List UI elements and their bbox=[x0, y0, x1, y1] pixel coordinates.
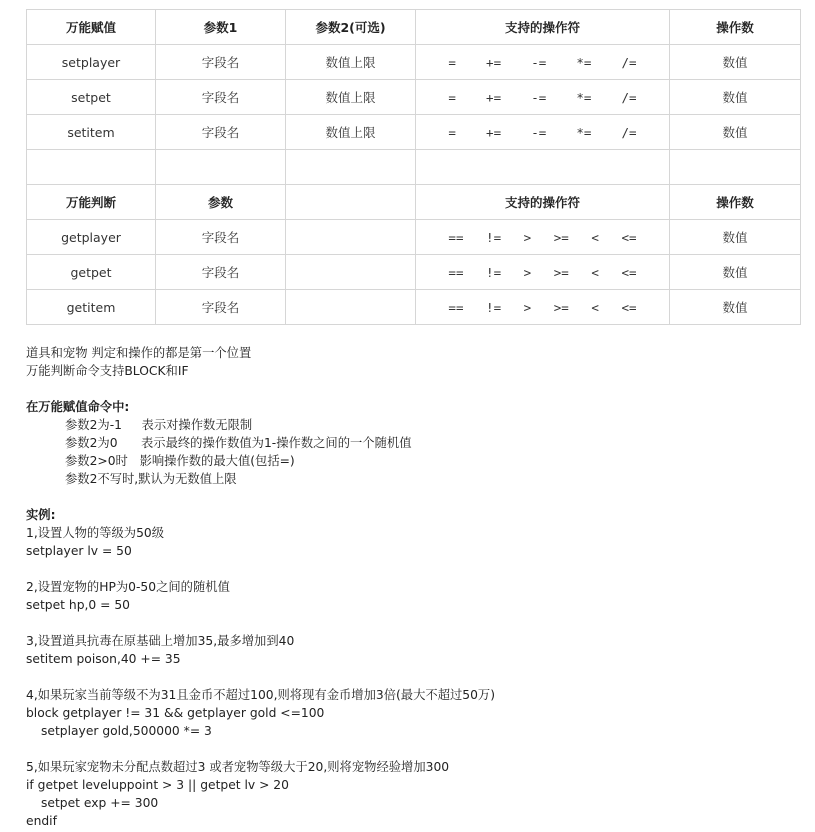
example-code: endif bbox=[26, 814, 57, 828]
param1-cell: 字段名 bbox=[156, 45, 286, 80]
header-cell: 参数1 bbox=[156, 10, 286, 45]
header-cell: 操作数 bbox=[670, 185, 801, 220]
empty-cell bbox=[27, 150, 156, 185]
table-row bbox=[27, 290, 801, 325]
assign-header-row bbox=[27, 10, 801, 45]
empty-cell bbox=[670, 150, 801, 185]
header-cell: 参数 bbox=[156, 185, 286, 220]
param2-cell bbox=[286, 290, 416, 325]
example-code: setpet exp += 300 bbox=[41, 796, 159, 810]
operators-cell: = += -= *= /= bbox=[416, 80, 670, 115]
example-code: setplayer gold,500000 *= 3 bbox=[41, 724, 212, 738]
note-line: 万能判断命令支持BLOCK和IF bbox=[26, 364, 189, 378]
operand-cell: 数值 bbox=[670, 255, 801, 290]
judge-header-row bbox=[27, 185, 801, 220]
command-cell: getplayer bbox=[27, 220, 156, 255]
example-code: block getplayer != 31 && getplayer gold <=100 bbox=[26, 706, 325, 720]
command-cell: getpet bbox=[27, 255, 156, 290]
param1-cell: 字段名 bbox=[156, 255, 286, 290]
operand-cell: 数值 bbox=[670, 80, 801, 115]
param-note: 参数2不写时,默认为无数值上限 bbox=[65, 472, 237, 486]
notes-section bbox=[26, 344, 796, 830]
example-description: 4,如果玩家当前等级不为31且金币不超过100,则将现有金币增加3倍(最大不超过50万) bbox=[26, 688, 496, 702]
empty-cell bbox=[156, 150, 286, 185]
example-code: if getpet leveluppoint > 3 || getpet lv > 20 bbox=[26, 778, 289, 792]
example-code: setitem poison,40 += 35 bbox=[26, 652, 181, 666]
operators-cell: == != > >= < <= bbox=[416, 290, 670, 325]
param1-cell: 字段名 bbox=[156, 115, 286, 150]
param-note: 参数2为-1 表示对操作数无限制 bbox=[65, 418, 253, 432]
param2-cell bbox=[286, 220, 416, 255]
operand-cell: 数值 bbox=[670, 45, 801, 80]
command-table bbox=[26, 9, 801, 325]
header-cell: 万能判断 bbox=[27, 185, 156, 220]
header-cell: 支持的操作符 bbox=[416, 185, 670, 220]
header-cell bbox=[286, 185, 416, 220]
command-cell: setplayer bbox=[27, 45, 156, 80]
operand-cell: 数值 bbox=[670, 290, 801, 325]
example-code: setpet hp,0 = 50 bbox=[26, 598, 130, 612]
param2-cell: 数值上限 bbox=[286, 115, 416, 150]
example-code: setplayer lv = 50 bbox=[26, 544, 132, 558]
param-note: 参数2>0时 影响操作数的最大值(包括=) bbox=[65, 454, 295, 468]
param1-cell: 字段名 bbox=[156, 80, 286, 115]
header-cell: 参数2(可选) bbox=[286, 10, 416, 45]
example-description: 3,设置道具抗毒在原基础上增加35,最多增加到40 bbox=[26, 634, 295, 648]
header-cell: 操作数 bbox=[670, 10, 801, 45]
param1-cell: 字段名 bbox=[156, 220, 286, 255]
note-line: 道具和宠物 判定和操作的都是第一个位置 bbox=[26, 346, 252, 360]
example-description: 1,设置人物的等级为50级 bbox=[26, 526, 165, 540]
table-row bbox=[27, 220, 801, 255]
operand-cell: 数值 bbox=[670, 220, 801, 255]
table-row bbox=[27, 255, 801, 290]
header-cell: 支持的操作符 bbox=[416, 10, 670, 45]
operators-cell: = += -= *= /= bbox=[416, 115, 670, 150]
param2-cell: 数值上限 bbox=[286, 45, 416, 80]
operators-cell: = += -= *= /= bbox=[416, 45, 670, 80]
assign-notes-title: 在万能赋值命令中: bbox=[26, 400, 130, 414]
command-cell: setpet bbox=[27, 80, 156, 115]
command-cell: getitem bbox=[27, 290, 156, 325]
operand-cell: 数值 bbox=[670, 115, 801, 150]
param-note: 参数2为0 表示最终的操作数值为1-操作数之间的一个随机值 bbox=[65, 436, 412, 450]
spacer-row bbox=[27, 150, 801, 185]
example-description: 2,设置宠物的HP为0-50之间的随机值 bbox=[26, 580, 230, 594]
table-row bbox=[27, 115, 801, 150]
param2-cell: 数值上限 bbox=[286, 80, 416, 115]
table-row bbox=[27, 45, 801, 80]
table-row bbox=[27, 80, 801, 115]
examples-title: 实例: bbox=[26, 508, 56, 522]
empty-cell bbox=[286, 150, 416, 185]
empty-cell bbox=[416, 150, 670, 185]
operators-cell: == != > >= < <= bbox=[416, 220, 670, 255]
operators-cell: == != > >= < <= bbox=[416, 255, 670, 290]
header-cell: 万能赋值 bbox=[27, 10, 156, 45]
param1-cell: 字段名 bbox=[156, 290, 286, 325]
example-description: 5,如果玩家宠物未分配点数超过3 或者宠物等级大于20,则将宠物经验增加300 bbox=[26, 760, 450, 774]
param2-cell bbox=[286, 255, 416, 290]
command-cell: setitem bbox=[27, 115, 156, 150]
